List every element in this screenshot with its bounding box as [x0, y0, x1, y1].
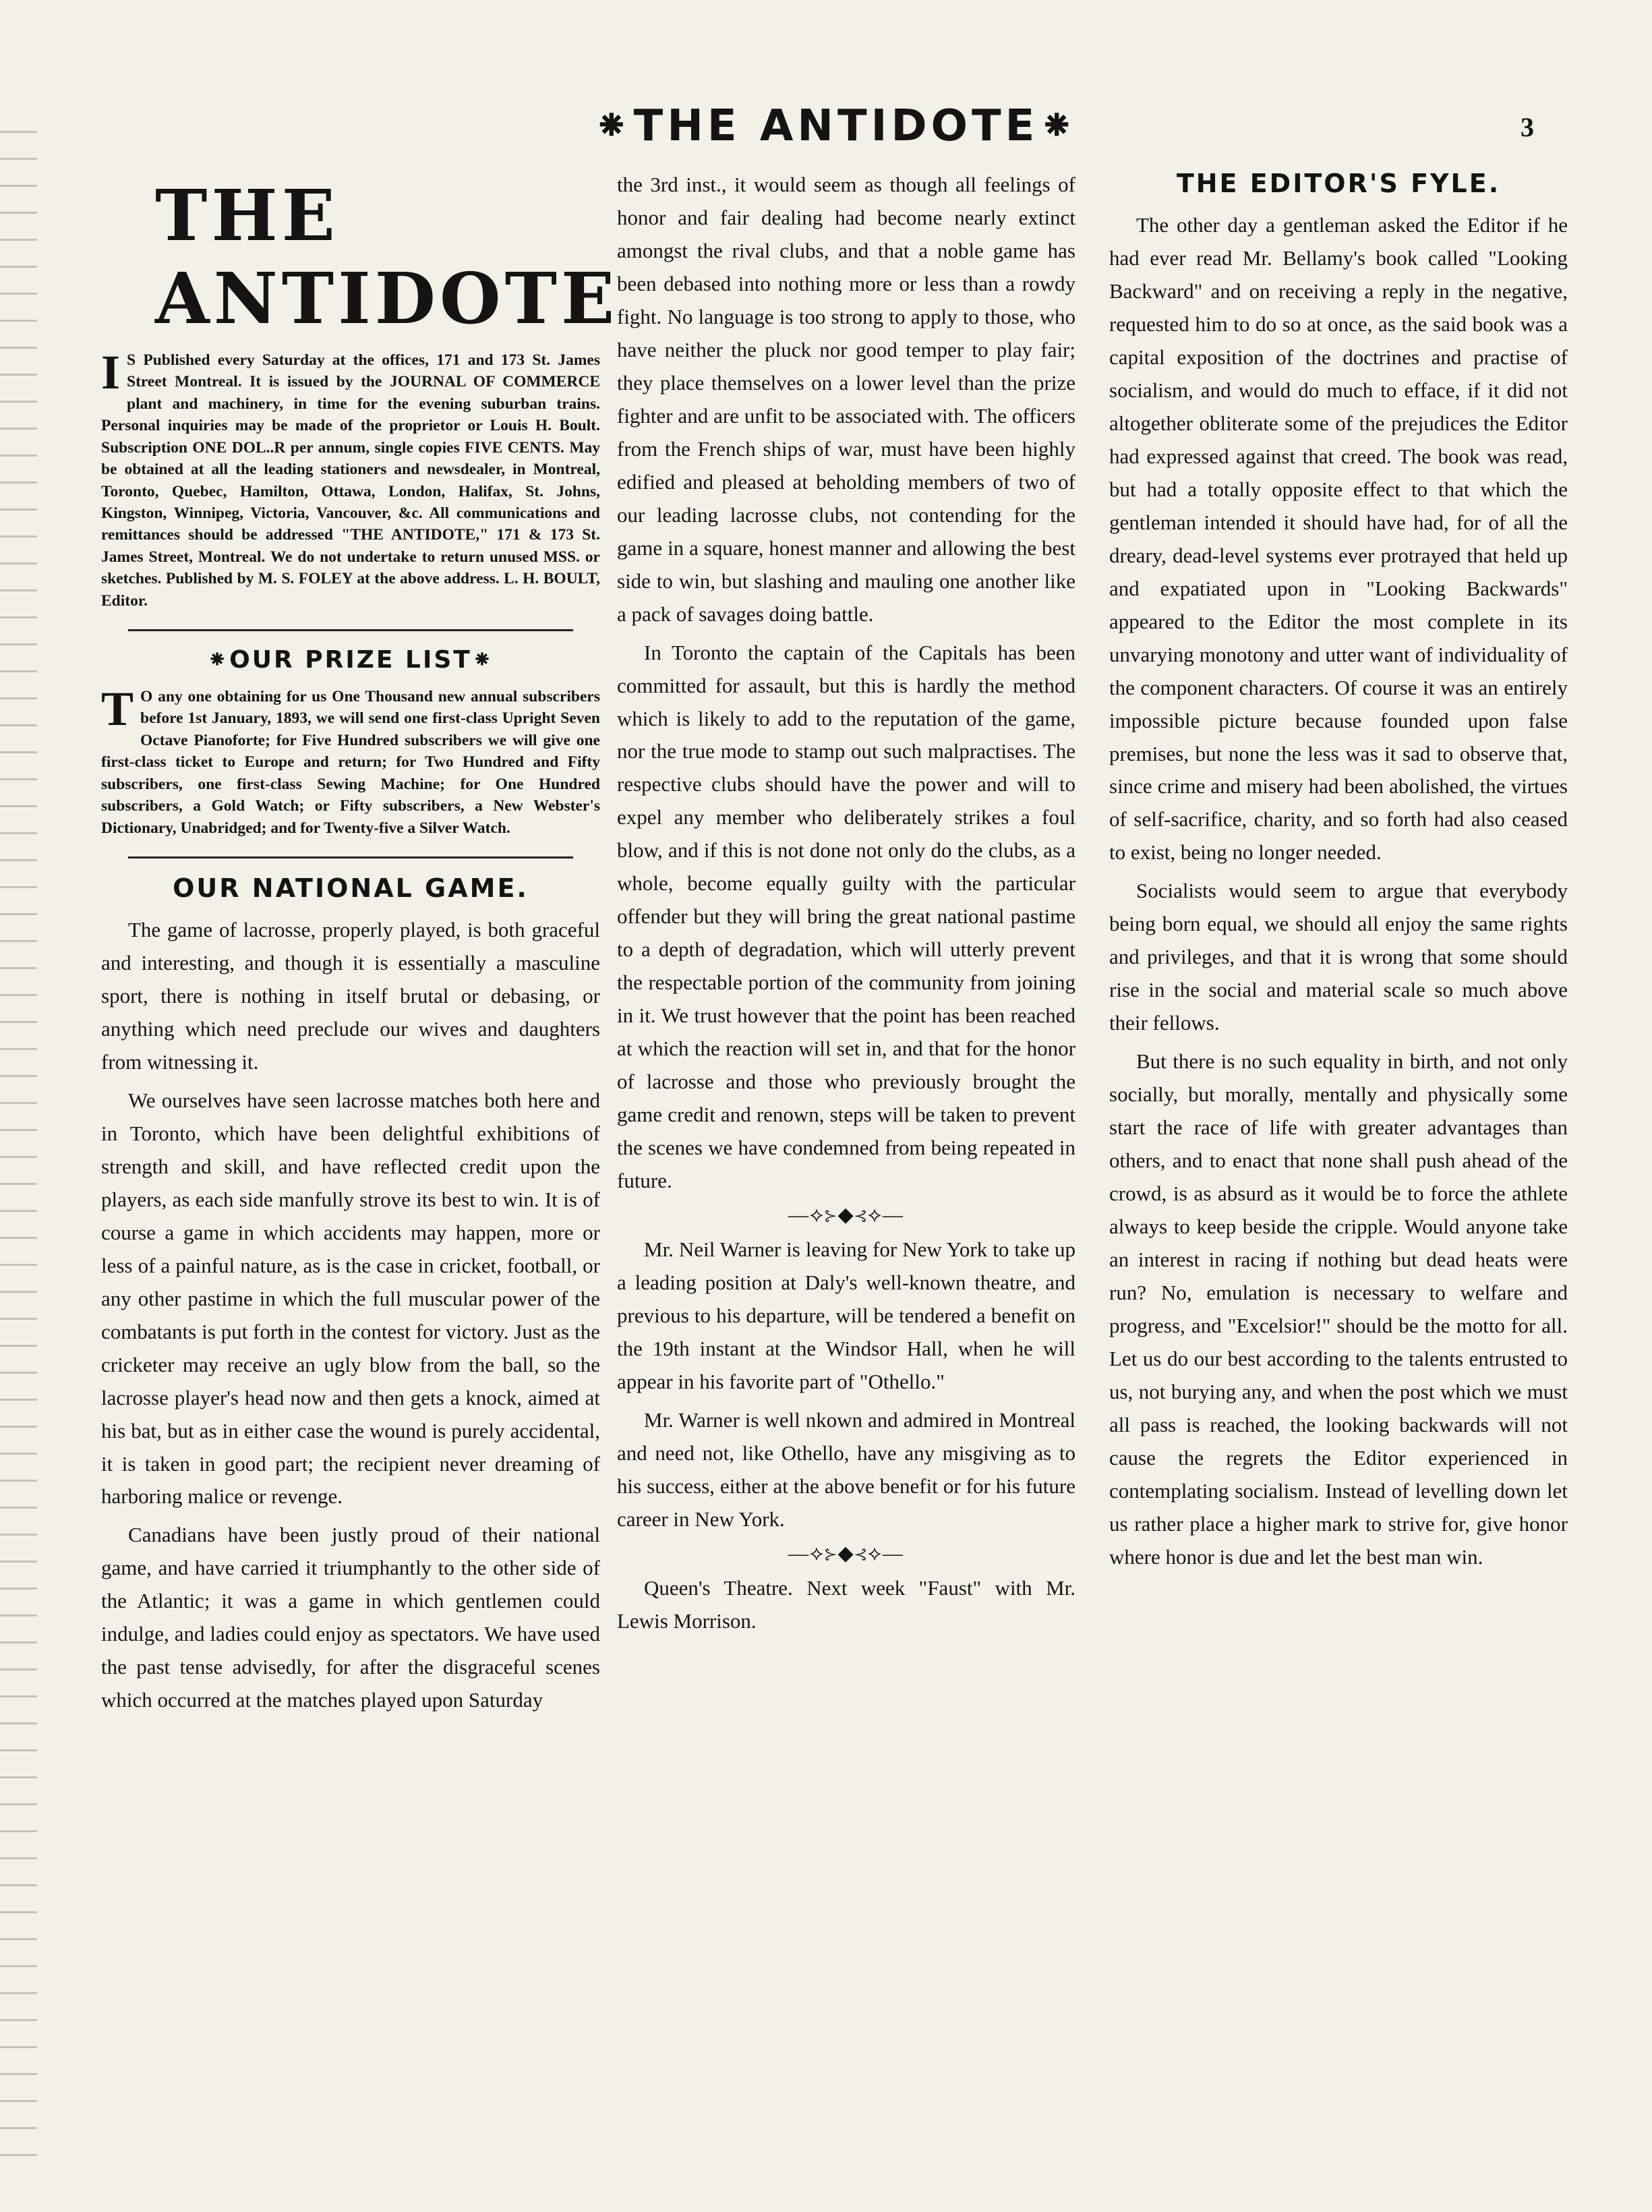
ornament-divider: —⟡⊱◆⊰⟡—: [788, 1542, 904, 1565]
paragraph: Mr. Warner is well nkown and admired in Montreal and need not, like Othello, have any misgiving as to his success, either at the above benefit or for his future career in New York.: [617, 1407, 1075, 1531]
dropcap: I: [101, 345, 121, 399]
scanned-left-margin: [0, 121, 37, 2178]
national-game-heading: OUR NATIONAL GAME.: [173, 873, 529, 904]
paper-title: THE ANTIDOTE: [155, 174, 619, 340]
divider: [128, 856, 573, 858]
paragraph: The game of lacrosse, properly played, is both graceful and interesting, and though it is essentially a masculine sport, there is nothing in itself brutal or debasing, or anything which need preclude our wives and daughters from witnessing it.: [101, 918, 600, 1074]
publication-notice: [101, 345, 600, 612]
column-left: [101, 169, 619, 1722]
paragraph: Mr. Neil Warner is leaving for New York to take up a leading position at Daly's well-known theatre, and previous to his departure, will be tendered a benefit on the 19th instant at the Windsor Hall, when he will appear in his favorite part of "Othello.": [617, 1238, 1075, 1393]
paragraph: But there is no such equality in birth, and not only socially, but morally, mentally and physically some start the race of life with greater advantages than others, and to enact that none shall push ahead of the crowd, is as absurd as it would be to force the athlete always to keep beside the cripple. Would anyone take an interest in racing if nothing but dead heats were run? No, emulation is necessary to welfare and progress, and "Excelsior!" should be the motto for all. Let us do our best according to the talents entrusted to us, not burying any, and when the post which we must all pass is reached, the looking backwards will not cause the regrets the Editor experienced in contemplating socialism. Instead of levelling down let us rather place a higher mark to strive for, give honor where honor is due and let the best man win.: [1109, 1049, 1568, 1569]
masthead: ⁕THE ANTIDOTE⁕: [593, 101, 1079, 151]
prize-list-heading: ⁕OUR PRIZE LIST⁕: [207, 646, 494, 674]
prize-list-text: O any one obtaining for us One Thousand new annual subscribers before 1st January, 1893, we will send one first-class Upright Seven Octave Pianoforte; for Five Hundred subscribers we will give one first-class ticket to Europe and return; for Two Hundred and Fifty subscribers, one first-class Sewing Machine; for One Hundred subscribers, a Gold Watch; or Fifty subscribers, a New Webster's Dictionary, Unabridged; and for Twenty-five a Silver Watch.: [101, 688, 600, 837]
prize-list: [101, 682, 600, 839]
paragraph: Socialists would seem to argue that everybody being born equal, we should all enjoy the same rights and privileges, and that it is wrong that some should rise in the social and material scale so much above their fellows.: [1109, 879, 1568, 1035]
column-right: [1109, 169, 1568, 1579]
paragraph: the 3rd inst., it would seem as though all feelings of honor and fair dealing had become nearly extinct amongst the rival clubs, and that a noble game has been debased into nothing more or less than a rowdy fight. No language is too strong to apply to those, who have neither the pluck nor good temper to play fair; they place themselves on a lower level than the prize fighter and are unfit to be associated with. The officers from the French ships of war, must have been highly edified and pleased at beholding members of two of our leading lacrosse clubs, not contending for the game in a square, honest manner and allowing the best side to win, but slashing and mauling one another like a pack of savages doing battle.: [617, 173, 1075, 626]
paragraph: Queen's Theatre. Next week "Faust" with Mr. Lewis Morrison.: [617, 1575, 1075, 1633]
column-middle: [617, 169, 1075, 1643]
paragraph: We ourselves have seen lacrosse matches both here and in Toronto, which have been delightful exhibitions of strength and skill, and have reflected credit upon the players, as each side manfully strove its best to win. It is of course a game in which accidents may happen, more or less of a painful nature, as is the case in cricket, football, or any other pastime in which the full muscular power of the combatants is put forth in the contest for victory. Just as the cricketer may receive an ugly blow from the ball, so the lacrosse player's head now and then gets a knock, aimed at his bat, but as in either case the wound is purely accidental, it is taken in good part; the recipient never dreaming of harboring malice or revenge.: [101, 1088, 600, 1509]
paragraph: The other day a gentleman asked the Editor if he had ever read Mr. Bellamy's book called "Looking Backward" and on receiving a reply in the negative, requested him to do so at once, as the said book was a capital exposition of the doctrines and practise of socialism, and would do much to efface, if it did not altogether obliterate some of the prejudices the Editor had expressed against that creed. The book was read, but had a totally opposite effect to that which the gentleman intended it should have had, for of all the dreary, dead-level systems ever protrayed that held up and expatiated upon in "Looking Backwards" appeared to the Editor the most complete in its unvarying monotony and utter want of individuality of the component characters. Of course it was an entirely impossible picture because founded upon false premises, but none the less was it sad to observe that, since crime and misery had been abolished, the virtues of self-sacrifice, charity, and so forth had also ceased to exist, being no longer needed.: [1109, 213, 1568, 865]
ornament-divider: —⟡⊱◆⊰⟡—: [788, 1204, 904, 1227]
dropcap: T: [101, 682, 134, 736]
publication-notice-text: S Published every Saturday at the offices, 171 and 173 St. James Street Montreal. It is issued by the JOURNAL OF COMMERCE plant and machinery, in time for the evening suburban trains. Personal inquiries may be made of the proprietor or Louis H. Boult. Subscription ONE DOL..R per annum, single copies FIVE CENTS. May be obtained at all the leading stationers and newsdealer, in Montreal, Toronto, Quebec, Hamilton, Ottawa, London, Halifax, St. Johns, Kingston, Winnipeg, Victoria, Vancouver, &c. All communications and remittances should be addressed "THE ANTIDOTE," 171 & 173 St. James Street, Montreal. We do not undertake to return unused MSS. or sketches. Published by M. S. FOLEY at the above address. L. H. BOULT, Editor.: [101, 351, 600, 610]
divider: [128, 629, 573, 631]
page-number: 3: [1521, 112, 1534, 142]
editors-fyle-heading: THE EDITOR'S FYLE.: [1176, 169, 1501, 198]
paragraph: Canadians have been justly proud of their national game, and have carried it triumphantly to the other side of the Atlantic; it was a game in which gentlemen could indulge, and ladies could enjoy as spectators. We have used the past tense advisedly, for after the disgraceful scenes which occurred at the matches played upon Saturday: [101, 1523, 600, 1712]
paragraph: In Toronto the captain of the Capitals has been committed for assault, but this is hardly the method which is likely to add to the reputation of the game, nor the true mode to stamp out such malpractises. The respective clubs should have the power and will to expel any member who deliberately strikes a foul blow, and if this is not done not only do the clubs, as a whole, become equally guilty with the particular offender but they will bring the great national pastime to a depth of degradation, which will utterly prevent the respectable portion of the community from joining in it. We trust however that the point has been reached at which the reaction will set in, and that for the honor of lacrosse and those who previously brought the game credit and renown, steps will be taken to prevent the scenes we have condemned from being repeated in future.: [617, 640, 1075, 1193]
